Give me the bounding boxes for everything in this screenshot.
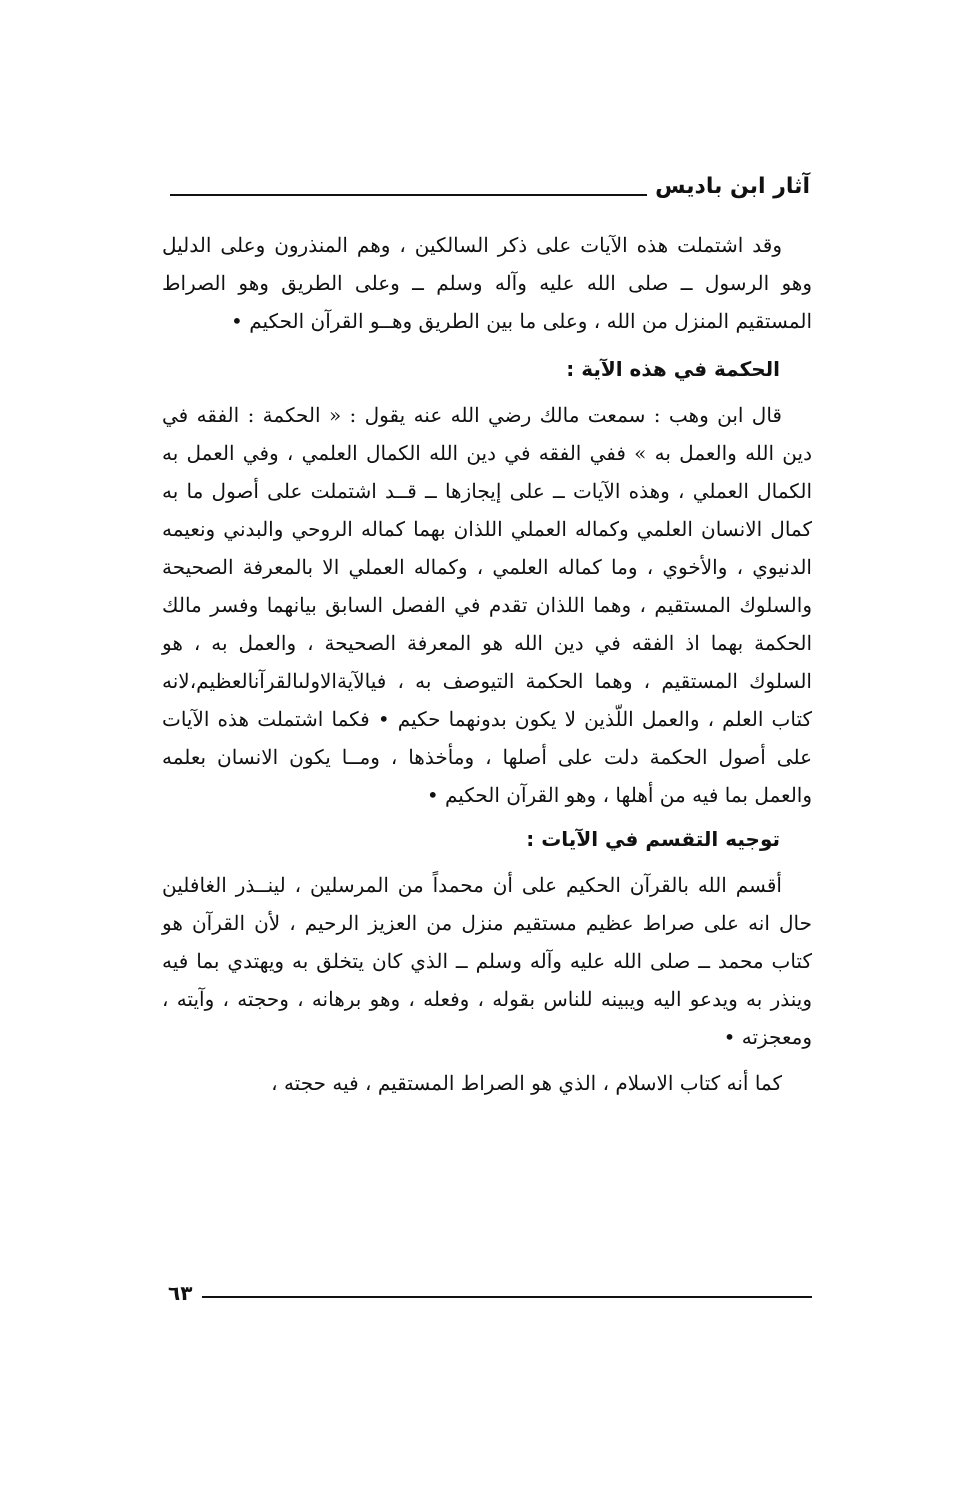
page-body <box>162 226 812 1102</box>
paragraph: وقد اشتملت هذه الآيات على ذكر السالكين ، وهم المنذرون وعلى الدليل وهو الرسول ــ صلى الله عليه وآله وسلم ــ وعلى الطريق وهو الصراط المستقيم المنزل من الله ، وعلى ما بين الطريق وهــو القرآن الحكيم • <box>162 233 812 333</box>
page-footer <box>168 1276 812 1306</box>
section-heading: الحكمة في هذه الآية : <box>566 357 780 381</box>
header-rule <box>170 194 647 196</box>
footer-rule <box>202 1296 812 1298</box>
page-number: ٦٣ <box>168 1281 193 1305</box>
paragraph: كما أنه كتاب الاسلام ، الذي هو الصراط المستقيم ، فيه حجته ، <box>271 1071 782 1095</box>
running-header <box>170 162 810 202</box>
paragraph: أقسم الله بالقرآن الحكيم على أن محمداً من المرسلين ، لينــذر الغافلين حال انه على صراط عظيم مستقيم منزل من العزيز الرحيم ، لأن القرآن هو كتاب محمد ــ صلى الله عليه وآله وسلم ــ الذي كان يتخلق به ويهتدي بما فيه وينذر به ويدعو اليه ويبينه للناس بقوله ، وفعله ، وهو برهانه ، وحجته ، وآيته ، ومعجزته • <box>162 873 812 1049</box>
book-title: آثار ابن باديس <box>655 174 810 199</box>
paragraph: قال ابن وهب : سمعت مالك رضي الله عنه يقول : « الحكمة : الفقه في دين الله والعمل به » ففي الفقه في دين الله الكمال العلمي ، وفي العمل به الكمال العملي ، وهذه الآيات ــ على إيجازها ــ قــد اشتملت على أصول ما به كمال الانسان العلمي وكماله العملي اللذان بهما كماله الروحي والبدني ونعيمه الدنيوي ، والأخوي ، وما كماله العلمي ، وكماله العملي الا بالمعرفة الصحيحة والسلوك المستقيم ، وهما اللذان تقدم في الفصل السابق بيانهما وفسر مالك الحكمة بهما اذ الفقه في دين الله هو المعرفة الصحيحة ، والعمل به ، هو السلوك المستقيم ، وهما الحكمة التيوصف به ، فيالآيةالاولىالقرآنالعظيم،لانه كتاب العلم ، والعمل اللّذين لا يكون بدونهما حكيم • فكما اشتملت هذه الآيات على أصول الحكمة دلت على أصلها ، ومأخذها ، ومــا يكون الانسان بعلمه والعمل بما فيه من أهلها ، وهو القرآن الحكيم • <box>162 403 812 807</box>
section-heading: توجيه التقسم في الآيات : <box>526 827 780 851</box>
